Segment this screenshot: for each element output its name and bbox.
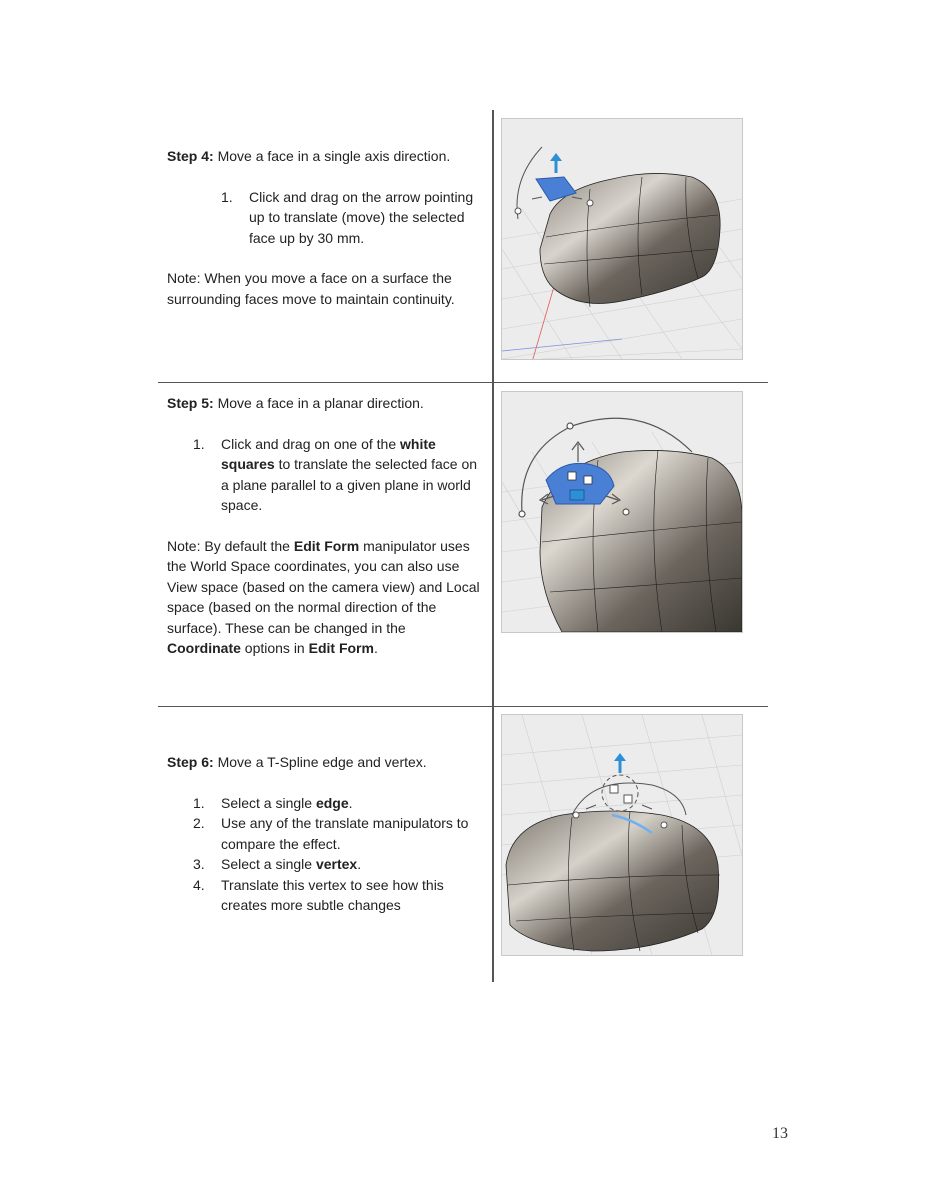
list-item: 3. Select a single vertex. bbox=[193, 856, 362, 872]
step-list bbox=[193, 793, 482, 916]
t-spline-face-planar-move-illustration bbox=[502, 392, 742, 632]
table-row-divider bbox=[158, 706, 768, 707]
step-list bbox=[193, 434, 482, 516]
list-item: 1. Click and drag on the arrow pointing up to translate (move) the selected face up by 30 mm. bbox=[221, 188, 474, 246]
page-number: 13 bbox=[772, 1125, 788, 1142]
t-spline-edge-move-illustration bbox=[502, 715, 742, 955]
step-6-screenshot bbox=[501, 714, 743, 956]
step-list bbox=[221, 187, 482, 249]
list-item: 2. Use any of the translate manipulators to compare the effect. bbox=[193, 815, 469, 852]
list-item: 4. Translate this vertex to see how this creates more subtle changes bbox=[193, 876, 444, 913]
table-row-divider bbox=[158, 382, 768, 383]
step-4-screenshot bbox=[501, 118, 743, 360]
step-heading: Step 6: Move a T-Spline edge and vertex. bbox=[167, 754, 427, 770]
step-5-screenshot bbox=[501, 391, 743, 633]
step-5-text bbox=[167, 393, 482, 679]
step-heading: Step 5: Move a face in a planar direction. bbox=[167, 395, 424, 411]
move-up-arrow-icon bbox=[614, 753, 626, 773]
step-6-text bbox=[167, 752, 482, 936]
list-item: 1. Select a single edge. bbox=[193, 794, 353, 811]
step-note: Note: When you move a face on a surface the surrounding faces move to maintain continuity. bbox=[167, 270, 455, 307]
t-spline-face-move-up-arrow-illustration bbox=[502, 119, 742, 359]
step-4-text bbox=[167, 146, 482, 329]
list-item: 1. Click and drag on one of the white squares to translate the selected face on a plane parallel to a given plane in world space. bbox=[193, 435, 478, 513]
table-vertical-rule bbox=[492, 110, 494, 982]
step-note: Note: By default the Edit Form manipulator uses the World Space coordinates, you can also use View space (based on the camera view) and Local space (based on the normal direction of the surface). These can be changed in the Coordinate options in Edit Form. bbox=[167, 537, 480, 656]
move-up-arrow-icon bbox=[550, 153, 562, 173]
step-heading: Step 4: Move a face in a single axis direction. bbox=[167, 148, 451, 164]
